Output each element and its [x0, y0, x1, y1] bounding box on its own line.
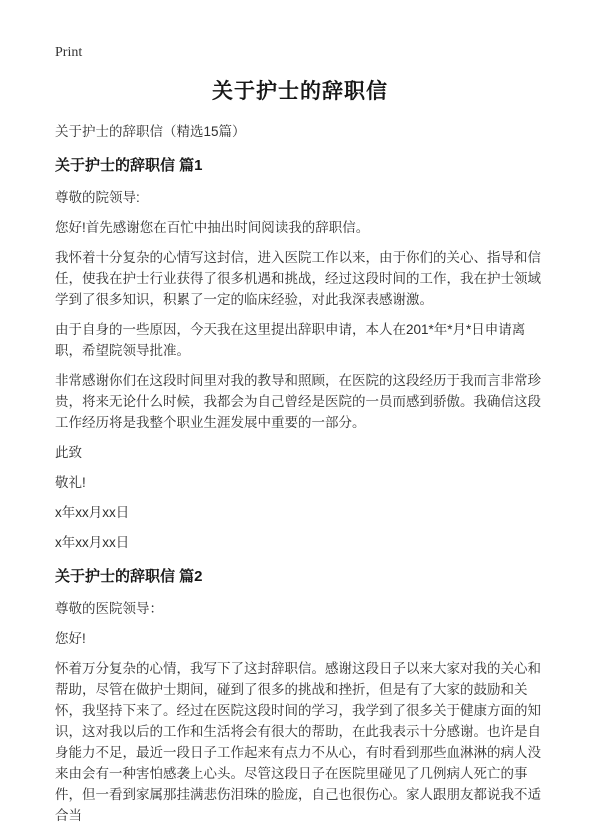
- section-1-greeting: 您好!首先感谢您在百忙中抽出时间阅读我的辞职信。: [55, 220, 370, 235]
- section-2-paragraph-1: 怀着万分复杂的心情，我写下了这封辞职信。感谢这段日子以来大家对我的关心和帮助，尽管在做护士期间，碰到了很多的挑战和挫折，但是有了大家的鼓励和关怀，我坚持下来了。经过在医院这段时间的学习，我学到了很多关于健康方面的知识，这对我以后的工作和生活将会有很大的帮助，在此我表示十分感谢。也许是自身能力不足，最近一段日子工作起来有点力不从心，有时看到那些血淋淋的病人没来由会有一种害怕感袭上心头。尽管这段日子在医院里碰见了几例病人死亡的事件，但一看到家属那挂满悲伤泪珠的脸庞，自己也很伤心。家人跟朋友都说我不适合当: [55, 661, 541, 823]
- section-1-salutation: 尊敬的院领导:: [55, 190, 140, 205]
- section-2-salutation: 尊敬的医院领导：: [55, 601, 163, 616]
- section-1-heading: 关于护士的辞职信 篇1: [55, 157, 203, 174]
- section-1-paragraph-2: 由于自身的一些原因，今天我在这里提出辞职申请，本人在201*年*月*日申请离职，希望院领导批准。: [55, 322, 526, 358]
- section-1-salute: 敬礼!: [55, 475, 86, 490]
- section-1-paragraph-3: 非常感谢你们在这段时间里对我的教导和照顾，在医院的这段经历于我而言非常珍贵，将来无论什么时候，我都会为自己曾经是医院的一员而感到骄傲。我确信这段工作经历将是我整个职业生涯发展中重要的一部分。: [55, 373, 541, 430]
- page-title: 关于护士的辞职信: [212, 80, 388, 103]
- print-row: [55, 44, 545, 61]
- section-2-heading: 关于护士的辞职信 篇2: [55, 568, 203, 585]
- section-1-date-1: x年xx月xx日: [55, 505, 130, 520]
- document-subtitle: 关于护士的辞职信（精选15篇）: [55, 124, 246, 139]
- section-2-greeting: 您好!: [55, 631, 86, 646]
- section-1-closing: 此致: [55, 445, 82, 460]
- section-1-date-2: x年xx月xx日: [55, 535, 130, 550]
- section-1-paragraph-1: 我怀着十分复杂的心情写这封信，进入医院工作以来，由于你们的关心、指导和信任，使我在护士行业获得了很多机遇和挑战，经过这段时间的工作，我在护士领域学到了很多知识，积累了一定的临床经验，对此我深表感谢激。: [55, 250, 541, 307]
- print-link[interactable]: Print: [55, 45, 83, 60]
